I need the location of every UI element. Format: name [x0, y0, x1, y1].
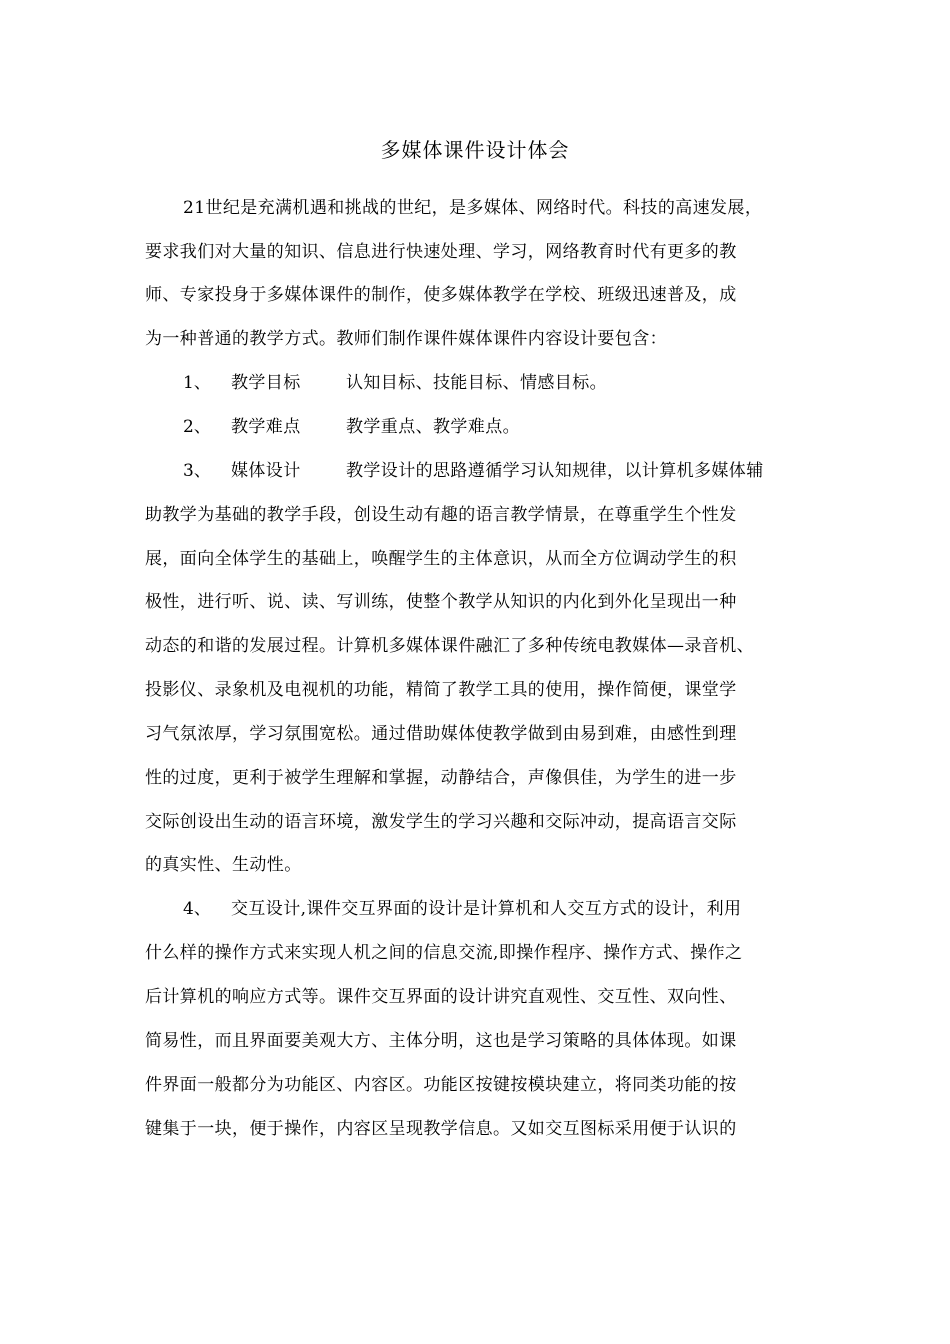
item-first-line: 交互设计,课件交互界面的设计是计算机和人交互方式的设计，利用	[231, 899, 742, 919]
item-number: 4、	[183, 899, 211, 919]
intro-line: 为一种普通的教学方式。教师们制作课件媒体课件内容设计要包含：	[145, 329, 667, 349]
item-term: 教学目标	[231, 373, 301, 393]
item-term: 教学难点	[231, 417, 301, 437]
item-number: 1、	[183, 373, 211, 393]
body-line: 动态的和谐的发展过程。计算机多媒体课件融汇了多种传统电教媒体—录音机、	[145, 636, 754, 656]
body-line: 的真实性、生动性。	[145, 855, 302, 875]
intro-line: 要求我们对大量的知识、信息进行快速处理、学习，网络教育时代有更多的教	[145, 242, 737, 262]
item-number: 3、	[183, 461, 211, 481]
item-number: 2、	[183, 417, 211, 437]
body-line: 交际创设出生动的语言环境，激发学生的学习兴趣和交际冲动，提高语言交际	[145, 812, 737, 832]
body-line: 简易性，而且界面要美观大方、主体分明，这也是学习策略的具体体现。如课	[145, 1031, 737, 1051]
body-line: 投影仪、录象机及电视机的功能，精简了教学工具的使用，操作简便，课堂学	[145, 680, 737, 700]
item-term: 媒体设计	[231, 461, 301, 481]
body-line: 什么样的操作方式来实现人机之间的信息交流,即操作程序、操作方式、操作之	[145, 943, 743, 963]
item-description: 认知目标、技能目标、情感目标。	[346, 373, 607, 393]
item-description: 教学设计的思路遵循学习认知规律，以计算机多媒体辅	[346, 461, 764, 481]
body-line: 习气氛浓厚，学习氛围宽松。通过借助媒体使教学做到由易到难，由感性到理	[145, 724, 737, 744]
body-line: 助教学为基础的教学手段，创设生动有趣的语言教学情景，在尊重学生个性发	[145, 505, 737, 525]
body-line: 键集于一块，便于操作，内容区呈现教学信息。又如交互图标采用便于认识的	[145, 1119, 737, 1139]
intro-line: 21世纪是充满机遇和挑战的世纪，是多媒体、网络时代。科技的高速发展，	[183, 198, 763, 218]
intro-line: 师、专家投身于多媒体课件的制作，使多媒体教学在学校、班级迅速普及，成	[145, 285, 737, 305]
item-description: 教学重点、教学难点。	[346, 417, 520, 437]
page-title: 多媒体课件设计体会	[380, 138, 570, 162]
body-line: 后计算机的响应方式等。课件交互界面的设计讲究直观性、交互性、双向性、	[145, 987, 737, 1007]
body-line: 极性，进行听、说、读、写训练，使整个教学从知识的内化到外化呈现出一种	[145, 592, 737, 612]
body-line: 性的过度，更利于被学生理解和掌握，动静结合，声像俱佳，为学生的进一步	[145, 768, 737, 788]
body-line: 展，面向全体学生的基础上，唤醒学生的主体意识，从而全方位调动学生的积	[145, 549, 737, 569]
body-line: 件界面一般都分为功能区、内容区。功能区按键按模块建立，将同类功能的按	[145, 1075, 737, 1095]
